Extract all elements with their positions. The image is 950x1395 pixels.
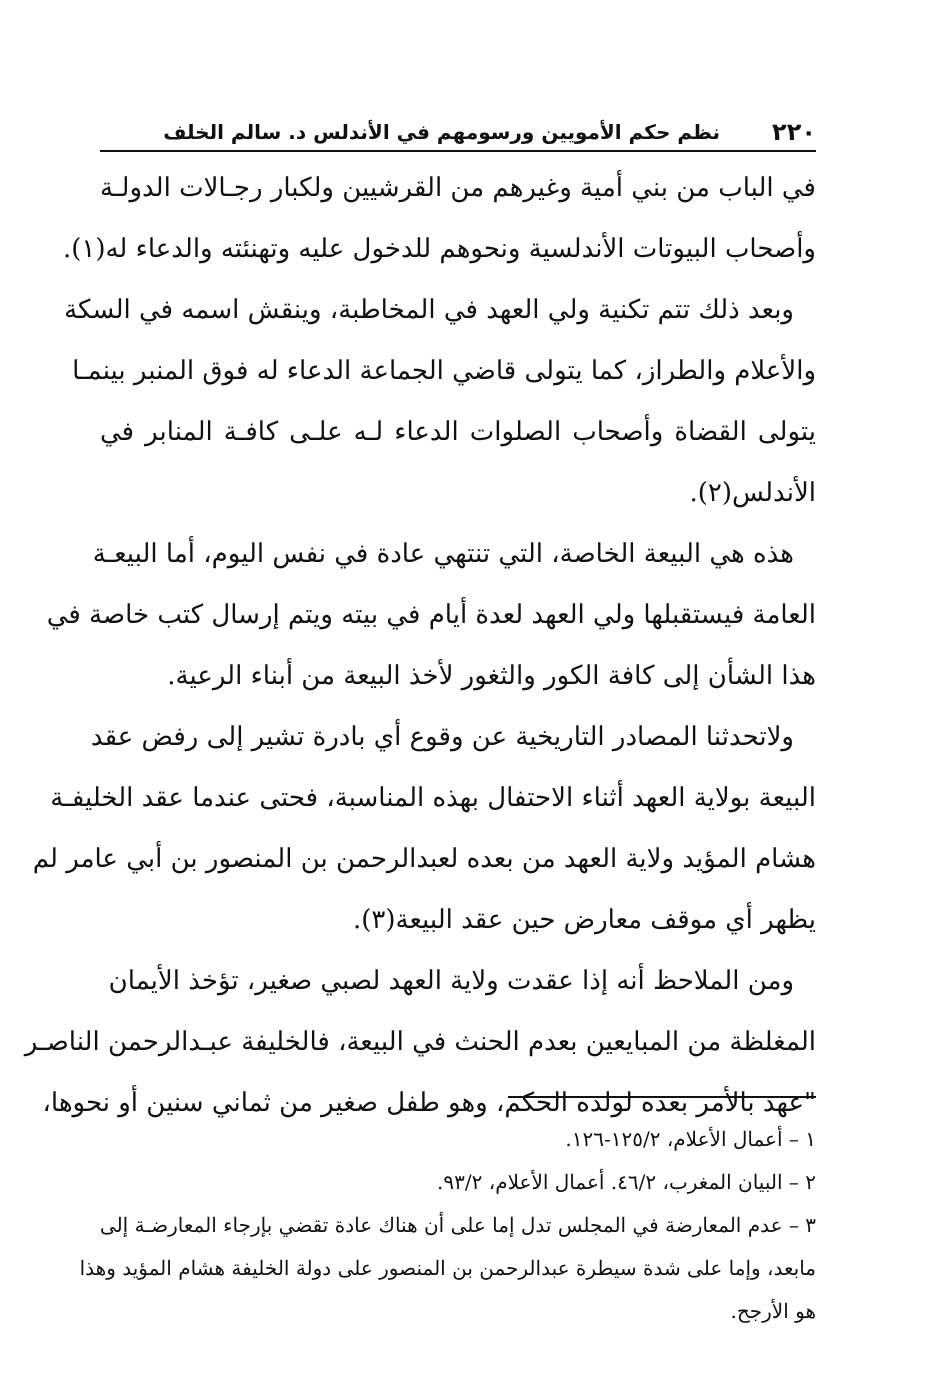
body-line: هذه هي البيعة الخاصة، التي تنتهي عادة في نفس اليوم، أما البيعـة xyxy=(92,539,794,569)
body-line: العامة فيستقبلها ولي العهد لعدة أيام في بيته ويتم إرسال كتب خاصة في xyxy=(46,600,816,630)
body-line: يظهر أي موقف معارض حين عقد البيعة(٣). xyxy=(352,905,816,935)
body-line: والأعلام والطراز، كما يتولى قاضي الجماعة الدعاء له فوق المنبر بينمـا xyxy=(72,356,816,386)
body-line: يتولى القضاة وأصحاب الصلوات الدعاء لـه علـى كافـة المنابر في xyxy=(100,417,816,447)
body-line: هشام المؤيد ولاية العهد من بعده لعبدالرحمن بن المنصور بن أبي عامر لم xyxy=(32,844,816,874)
body-line: ومن الملاحظ أنه إذا عقدت ولاية العهد لصبي صغير، تؤخذ الأيمان xyxy=(108,966,794,996)
footnote-1: ١ – أعمال الأعلام، ١٢٥/٢-١٢٦. xyxy=(565,1127,816,1151)
body-line: المغلظة من المبايعين بعدم الحنث في البيعة، فالخليفة عبـدالرحمن الناصـر xyxy=(24,1027,816,1057)
body-line: في الباب من بني أمية وغيرهم من القرشيين ولكبار رجـالات الدولـة xyxy=(100,173,816,203)
footnote-3-end: هو الأرجح. xyxy=(730,1299,816,1323)
page-header xyxy=(100,108,816,148)
body-text xyxy=(24,158,816,1134)
body-line: وبعد ذلك تتم تكنية ولي العهد في المخاطبة، وينقش اسمه في السكة xyxy=(64,295,794,325)
page-number: ٢٢٠ xyxy=(772,118,816,146)
footnote-rule xyxy=(508,1096,816,1098)
body-line: الأندلس(٢). xyxy=(689,478,816,508)
header-rule xyxy=(100,150,816,152)
body-line: وأصحاب البيوتات الأندلسية ونحوهم للدخول عليه وتهنئته والدعاء له(١). xyxy=(62,234,816,264)
footnote-2: ٢ – البيان المغرب، ٤٦/٢. أعمال الأعلام، ٩٣/٢. xyxy=(437,1170,816,1194)
body-line: البيعة بولاية العهد أثناء الاحتفال بهذه المناسبة، فحتى عندما عقد الخليفـة xyxy=(50,783,816,813)
running-title: نظم حكم الأمويين ورسومهم في الأندلس د. سالم الخلف xyxy=(163,120,720,144)
body-line: هذا الشأن إلى كافة الكور والثغور لأخذ البيعة من أبناء الرعية. xyxy=(167,661,816,691)
footnotes xyxy=(79,1118,816,1333)
footnote-3-continued: مابعد، وإما على شدة سيطرة عبدالرحمن بن المنصور على دولة الخليفة هشام المؤيد وهذا xyxy=(79,1256,816,1280)
body-line: "عهد بالأمر بعده لولده الحكم، وهو طفل صغير من ثماني سنين أو نحوها، xyxy=(42,1088,816,1118)
footnote-3: ٣ – عدم المعارضة في المجلس تدل إما على أن هناك عادة تقضي بإرجاء المعارضـة إلى xyxy=(99,1213,816,1237)
body-line: ولاتحدثنا المصادر التاريخية عن وقوع أي بادرة تشير إلى رفض عقد xyxy=(90,722,794,752)
